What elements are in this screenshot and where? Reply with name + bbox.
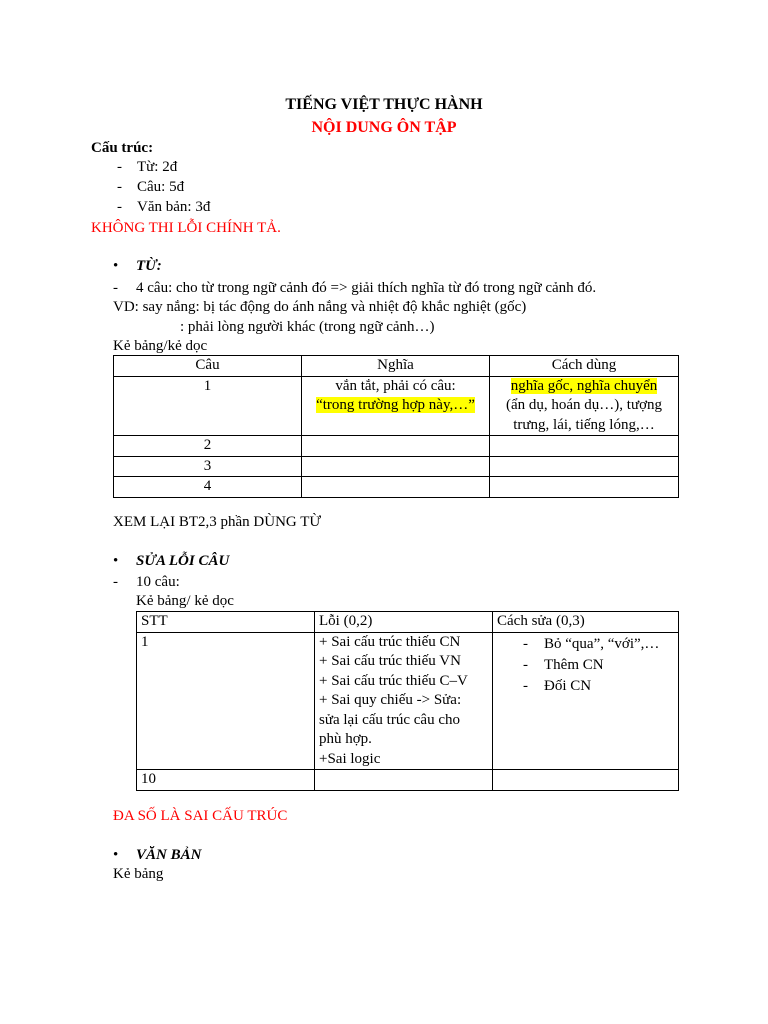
cell-empty <box>302 456 490 477</box>
tu-example-context: : phải lòng người khác (trong ngữ cảnh…) <box>180 319 435 335</box>
nghia-line: vắn tắt, phải có câu: <box>335 377 456 394</box>
cell-loi <box>315 632 493 770</box>
table-header-row <box>137 612 679 633</box>
cach-sua-item: - Bỏ “qua”, “với”,… <box>523 635 660 652</box>
sua-loi-table <box>136 611 679 791</box>
header-cach-dung: Cách dùng <box>490 356 679 377</box>
cach-dung-line: trưng, lái, tiếng lóng,… <box>513 416 655 433</box>
sua-loi-heading: SỬA LỖI CÂU <box>136 553 230 569</box>
cell-stt: 1 <box>137 632 315 770</box>
van-ban-heading: VĂN BẢN <box>136 847 202 863</box>
cach-dung-line-highlight: nghĩa gốc, nghĩa chuyển <box>510 377 658 394</box>
structure-error-note: ĐA SỐ LÀ SAI CẤU TRÚC <box>113 808 288 824</box>
tu-table <box>113 355 679 498</box>
sua-loi-bullet: • <box>113 553 119 569</box>
cell-empty <box>490 477 679 498</box>
tu-line1: 4 câu: cho từ trong ngữ cảnh đó => giải thích nghĩa từ đó trong ngữ cảnh đó. <box>136 280 597 296</box>
sua-loi-table-label: Kẻ bảng/ kẻ dọc <box>136 593 234 609</box>
tu-bullet: • <box>113 258 119 274</box>
cell-cau: 2 <box>114 436 302 457</box>
cach-dung-line: (ẩn dụ, hoán dụ…), tượng <box>505 397 663 413</box>
loi-line: phù hợp. <box>319 731 372 747</box>
tu-heading: TỪ: <box>136 258 162 274</box>
cell-cau: 3 <box>114 456 302 477</box>
cell-empty <box>490 456 679 477</box>
tu-table-label: Kẻ bảng/kẻ dọc <box>113 338 208 354</box>
cell-cau: 1 <box>114 376 302 436</box>
header-nghia: Nghĩa <box>302 356 490 377</box>
cell-nghia <box>302 376 490 436</box>
cell-empty <box>302 477 490 498</box>
cell-cach-sua <box>493 632 679 770</box>
tu-dash: - <box>113 280 118 296</box>
cach-sua-item: - Thêm CN <box>523 656 604 673</box>
table-row <box>114 376 679 436</box>
document-subtitle: NỘI DUNG ÔN TẬP <box>311 119 457 136</box>
cell-empty <box>315 770 493 791</box>
cach-sua-item: - Đối CN <box>523 677 592 694</box>
sua-loi-line1: 10 câu: <box>136 574 180 590</box>
cell-empty <box>493 770 679 791</box>
cell-cau: 4 <box>114 477 302 498</box>
sua-loi-dash: - <box>113 574 118 590</box>
loi-line: + Sai quy chiếu -> Sửa: <box>319 692 462 708</box>
van-ban-bullet: • <box>113 847 119 863</box>
structure-item: - Từ: 2đ <box>117 159 178 175</box>
header-cau: Câu <box>114 356 302 377</box>
table-header-row <box>114 356 679 377</box>
van-ban-line1: Kẻ bảng <box>113 866 164 882</box>
structure-item: - Văn bản: 3đ <box>117 199 211 215</box>
structure-heading: Cấu trúc: <box>91 140 154 156</box>
table-row <box>114 436 679 457</box>
header-cach-sua: Cách sửa (0,3) <box>493 612 679 633</box>
document-title: TIẾNG VIỆT THỰC HÀNH <box>285 96 483 113</box>
loi-line: + Sai cấu trúc thiếu VN <box>319 653 461 669</box>
cell-empty <box>490 436 679 457</box>
tu-example: VD: say nắng: bị tác động do ánh nắng và nhiệt độ khắc nghiệt (gốc) <box>113 299 527 315</box>
header-stt: STT <box>137 612 315 633</box>
loi-line: sửa lại cấu trúc câu cho <box>319 711 460 728</box>
table-row <box>137 632 679 770</box>
review-note: XEM LẠI BT2,3 phần DÙNG TỪ <box>113 514 322 530</box>
cell-cach-dung <box>490 376 679 436</box>
cell-stt: 10 <box>137 770 315 791</box>
nghia-line-highlight: “trong trường hợp này,…” <box>316 397 475 413</box>
table-row <box>114 456 679 477</box>
structure-list <box>91 158 491 217</box>
table-row <box>114 477 679 498</box>
no-spelling-note: KHÔNG THI LỖI CHÍNH TẢ. <box>91 220 281 236</box>
header-loi: Lỗi (0,2) <box>315 612 493 633</box>
loi-line: + Sai cấu trúc thiếu C–V <box>319 672 468 689</box>
loi-line: + Sai cấu trúc thiếu CN <box>319 633 461 650</box>
loi-line: +Sai logic <box>319 750 381 767</box>
structure-item: - Câu: 5đ <box>117 179 185 195</box>
cell-empty <box>302 436 490 457</box>
table-row <box>137 770 679 791</box>
